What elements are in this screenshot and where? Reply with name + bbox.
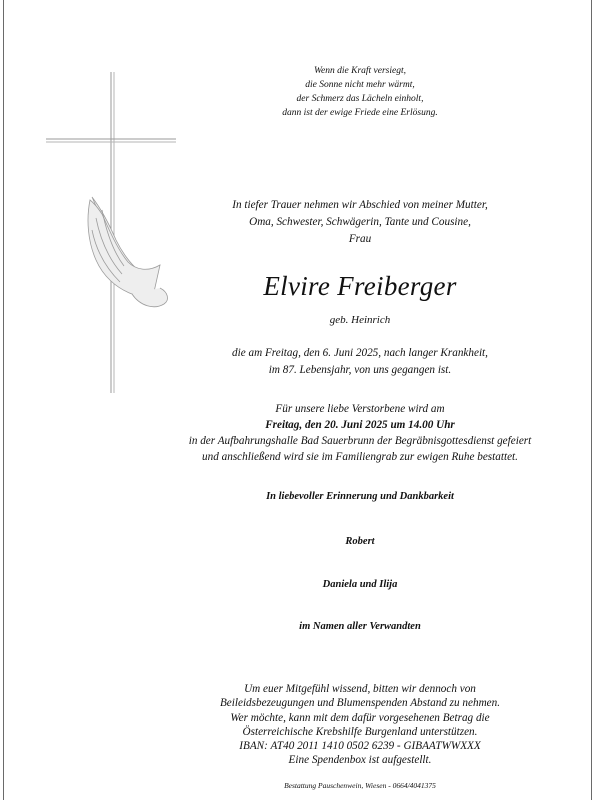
donation-line: Eine Spendenbox ist aufgestellt. [288,754,432,767]
poem-line: die Sonne nicht mehr wärmt, [305,80,415,90]
relatives-line: im Namen aller Verwandten [299,621,421,632]
poem-line: Wenn die Kraft versiegt, [314,66,406,76]
death-notice [160,345,560,379]
poem-line: dann ist der ewige Friede eine Erlösung. [282,108,438,118]
page-border-left [3,0,4,800]
donation-line: Beileidsbezeugungen und Blumenspenden Abstand zu nehmen. [219,697,501,710]
intro-text [160,197,560,248]
intro-line: In tiefer Trauer nehmen wir Abschied von meiner Mutter, [232,199,488,211]
page-border-right [591,0,592,800]
intro-line: Frau [348,233,372,245]
poem-line: der Schmerz das Lächeln einholt, [296,94,424,104]
funeral-location: in der Aufbahrungshalle Bad Sauerbrunn der Begräbnisgottesdienst gefeiert [188,435,532,447]
funeral-date-time: Freitag, den 20. Juni 2025 um 14.00 Uhr [265,419,455,431]
funeral-intro: Für unsere liebe Verstorbene wird am [275,403,445,415]
donation-notice [160,682,560,768]
death-line: die am Freitag, den 6. Juni 2025, nach langer Krankheit, [232,347,488,359]
birth-name: geb. Heinrich [329,314,391,326]
donation-line: Österreichische Krebshilfe Burgenland unterstützen. [242,725,478,738]
mourner-name: Daniela und Ilija [322,579,398,590]
funeral-notice [160,401,560,465]
donation-iban: IBAN: AT40 2011 1410 0502 6239 - GIBAATWWXXX [239,740,481,753]
intro-line: Oma, Schwester, Schwägerin, Tante und Cousine, [249,216,471,228]
undertaker-info: Bestattung Pauschenwein, Wiesen - 0664/4041375 [284,781,436,790]
funeral-burial: und anschließend wird sie im Familiengrab zur ewigen Ruhe bestattet. [202,451,518,463]
remembrance-line: In liebevoller Erinnerung und Dankbarkeit [266,491,454,502]
mourner-name: Robert [345,536,375,547]
deceased-name: Elvire Freiberger [263,271,457,301]
donation-line: Wer möchte, kann mit dem dafür vorgesehenen Betrag die [230,711,490,724]
donation-line: Um euer Mitgefühl wissend, bitten wir dennoch von [244,683,476,695]
poem [160,64,560,120]
death-line: im 87. Lebensjahr, von uns gegangen ist. [268,364,452,376]
